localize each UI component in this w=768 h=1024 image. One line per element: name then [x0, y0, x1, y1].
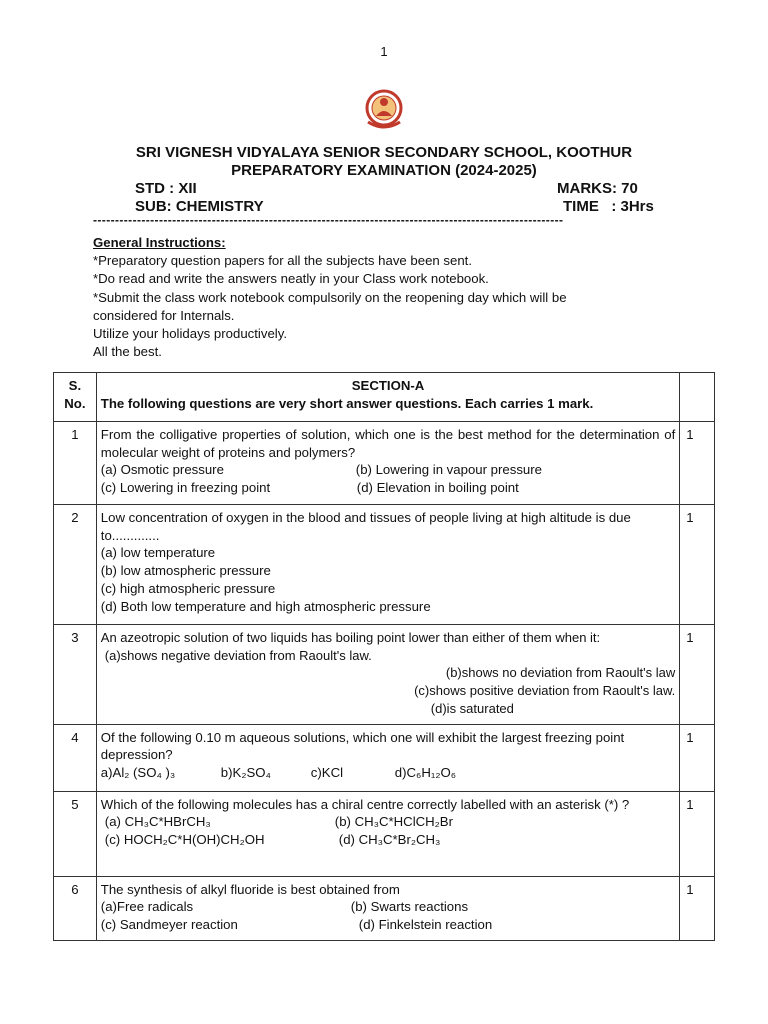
option-c: (c) high atmospheric pressure — [100, 580, 276, 596]
marks-header — [680, 373, 715, 422]
general-instructions — [93, 234, 693, 361]
table-row — [54, 724, 715, 791]
option-b: (b) Lowering in vapour pressure — [355, 462, 542, 478]
school-name: SRI VIGNESH VIDYALAYA SENIOR SECONDARY SCHOOL, KOOTHUR — [135, 144, 633, 161]
school-logo — [358, 88, 410, 132]
question-marks: 1 — [680, 791, 715, 876]
table-row — [54, 625, 715, 725]
question-number: 4 — [54, 724, 97, 791]
instruction-line: *Submit the class work notebook compulsorily on the reopening day which will be considered for Internals. — [93, 289, 567, 323]
option-b: b)K₂SO₄ — [220, 764, 271, 780]
std-label: STD : XII — [135, 180, 197, 197]
option-c: (c) Lowering in freezing point — [100, 480, 271, 496]
question-cell — [96, 625, 679, 725]
instructions-title: General Instructions: — [93, 235, 226, 250]
question-cell — [96, 791, 679, 876]
question-number: 2 — [54, 505, 97, 625]
option-d: (d) Both low temperature and high atmospheric pressure — [100, 598, 431, 614]
instruction-line: Utilize your holidays productively. — [93, 326, 287, 342]
question-number: 5 — [54, 791, 97, 876]
option-c: (c) Sandmeyer reaction — [100, 916, 238, 932]
divider-line: ----------------------------------------------------------------------------------------------------------- — [93, 217, 564, 225]
option-c: (c)shows positive deviation from Raoult's law. — [414, 683, 676, 699]
option-a: (a) CH₃C*HBrCH₃ — [104, 814, 211, 830]
instruction-line: All the best. — [93, 344, 162, 360]
option-d: (d) Finkelstein reaction — [358, 916, 493, 932]
questions-table — [53, 372, 715, 941]
table-header-row — [54, 373, 715, 422]
question-number: 6 — [54, 876, 97, 940]
question-marks: 1 — [680, 422, 715, 505]
question-marks: 1 — [680, 625, 715, 725]
section-note: The following questions are very short answer questions. Each carries 1 mark. — [100, 395, 594, 411]
section-header — [96, 373, 679, 422]
option-b: (b) Swarts reactions — [350, 899, 469, 915]
question-number: 3 — [54, 625, 97, 725]
exam-title: PREPARATORY EXAMINATION (2024-2025) — [231, 162, 537, 179]
option-b: (b)shows no deviation from Raoult's law — [445, 665, 676, 681]
option-d: (d) Elevation in boiling point — [356, 480, 519, 496]
question-cell — [96, 876, 679, 940]
option-d: (d) CH₃C*Br₂CH₃ — [338, 831, 441, 847]
page-number: 1 — [380, 44, 388, 59]
question-cell — [96, 505, 679, 625]
table-row — [54, 505, 715, 625]
table-row — [54, 422, 715, 505]
question-number: 1 — [54, 422, 97, 505]
option-a: (a)Free radicals — [100, 899, 194, 915]
time-label: TIME : 3Hrs — [563, 198, 654, 215]
instruction-line: *Do read and write the answers neatly in your Class work notebook. — [93, 271, 489, 287]
option-a: a)Al₂ (SO₄ )₃ — [100, 764, 176, 780]
option-b: (b) low atmospheric pressure — [100, 563, 271, 579]
question-cell — [96, 724, 679, 791]
option-a: (a)shows negative deviation from Raoult's law. — [104, 647, 372, 663]
option-d: d)C₆H₁₂O₆ — [394, 764, 457, 780]
question-text: Low concentration of oxygen in the blood and tissues of people living at high altitude is due to............. — [100, 510, 631, 543]
subject-label: SUB: CHEMISTRY — [135, 198, 264, 215]
option-a: (a) low temperature — [100, 545, 216, 561]
option-c: c)KCl — [310, 764, 344, 780]
option-d: (d)is saturated — [430, 700, 514, 716]
sno-header: S. No. — [54, 373, 97, 422]
instruction-line: *Preparatory question papers for all the subjects have been sent. — [93, 253, 473, 269]
table-row — [54, 876, 715, 940]
question-text: From the colligative properties of solution, which one is the best method for the determination of molecular weight of proteins and polymers? — [100, 427, 676, 460]
question-text: Which of the following molecules has a chiral centre correctly labelled with an asterisk (*) ? — [100, 796, 630, 812]
section-title: SECTION-A — [351, 378, 425, 393]
marks-label: MARKS: 70 — [557, 180, 638, 197]
option-b: (b) CH₃C*HClCH₂Br — [334, 814, 453, 830]
table-row — [54, 791, 715, 876]
question-marks: 1 — [680, 876, 715, 940]
question-text: The synthesis of alkyl fluoride is best obtained from — [100, 881, 400, 897]
question-text: An azeotropic solution of two liquids has boiling point lower than either of them when it: — [100, 630, 601, 645]
option-c: (c) HOCH₂C*H(OH)CH₂OH — [104, 831, 265, 847]
question-cell — [96, 422, 679, 505]
option-a: (a) Osmotic pressure — [100, 462, 224, 478]
question-marks: 1 — [680, 724, 715, 791]
question-marks: 1 — [680, 505, 715, 625]
question-text: Of the following 0.10 m aqueous solutions, which one will exhibit the largest freezing point depression? — [100, 729, 625, 763]
